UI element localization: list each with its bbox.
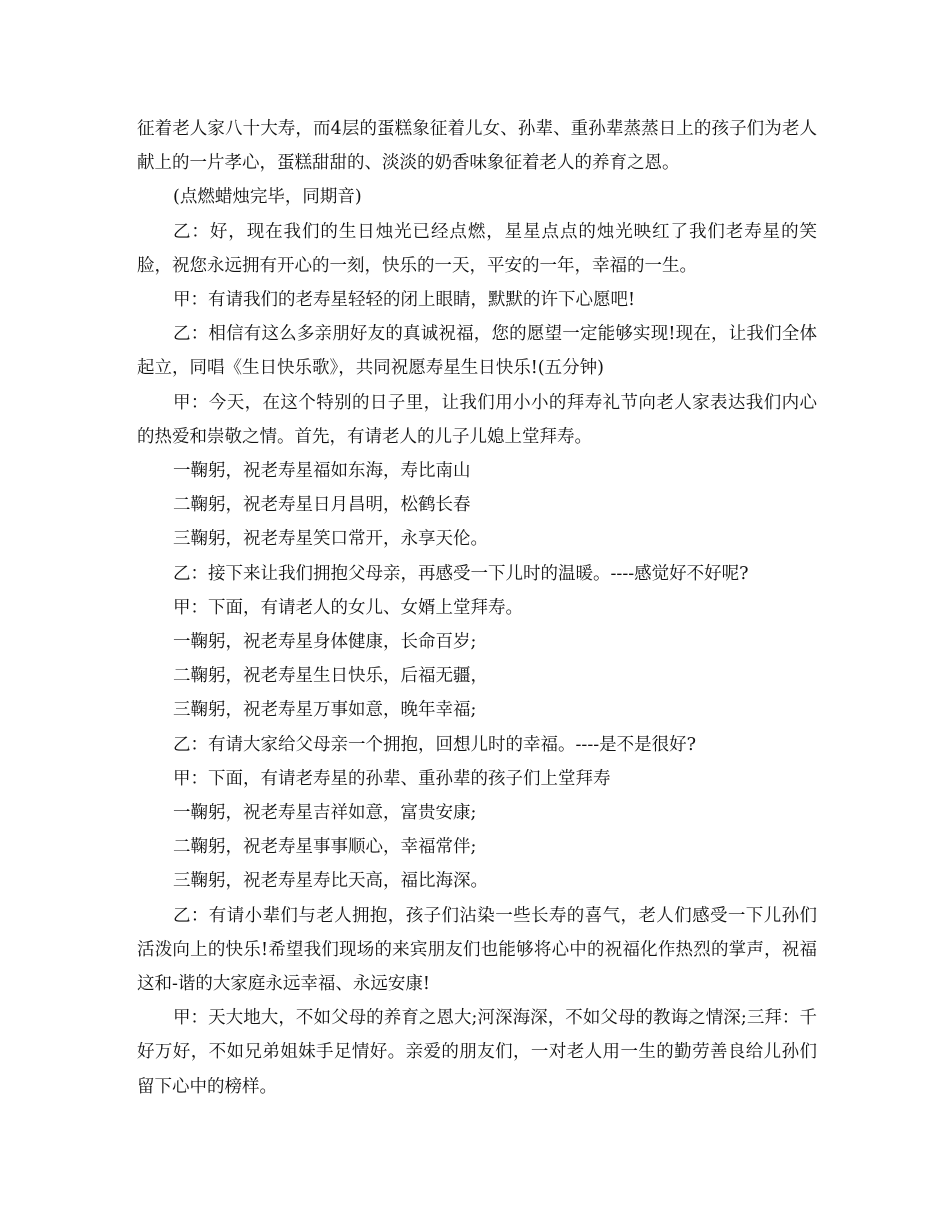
paragraph-bow-line: 二鞠躬，祝老寿星事事顺心，幸福常伴;: [173, 837, 477, 858]
paragraph-dialogue: 甲：天大地大，不如父母的养育之恩大;河深海深，不如父母的教诲之情深;三拜：千好万好，不如兄弟姐妹手足情好。亲爱的朋友们，一对老人用一生的勤劳善良给儿孙们留下心中的榜样。: [137, 1008, 817, 1097]
paragraph-stage-direction: (点燃蜡烛完毕，同期音): [173, 187, 362, 208]
paragraph-dialogue: 甲：今天，在这个特别的日子里，让我们用小小的拜寿礼节向老人家表达我们内心的热爱和崇敬之情。首先，有请老人的儿子儿媳上堂拜寿。: [137, 392, 817, 447]
paragraph-continuation: 征着老人家八十大寿，而4层的蛋糕象征着儿女、孙辈、重孙辈蒸蒸日上的孩子们为老人献上的一片孝心，蛋糕甜甜的、淡淡的奶香味象征着老人的养育之恩。: [137, 119, 817, 174]
paragraph-dialogue: 乙：相信有这么多亲朋好友的真诚祝福，您的愿望一定能够实现!现在，让我们全体起立，同唱《生日快乐歌》，共同祝愿寿星生日快乐!(五分钟): [137, 324, 817, 379]
paragraph-dialogue: 甲：下面，有请老人的女儿、女婿上堂拜寿。: [173, 597, 523, 618]
paragraph-bow-line: 一鞠躬，祝老寿星吉祥如意，富贵安康;: [173, 803, 477, 824]
paragraph-dialogue: 乙：有请小辈们与老人拥抱，孩子们沾染一些长寿的喜气，老人们感受一下儿孙们活泼向上的快乐!希望我们现场的来宾朋友们也能够将心中的祝福化作热烈的掌声，祝福这和-谐的大家庭永远幸福、永远安康!: [137, 905, 817, 995]
paragraph-dialogue: 甲：下面，有请老寿星的孙辈、重孙辈的孩子们上堂拜寿: [173, 768, 611, 789]
paragraph-bow-line: 二鞠躬，祝老寿星生日快乐，后福无疆，: [173, 666, 488, 687]
paragraph-bow-line: 三鞠躬，祝老寿星笑口常开，永享天伦。: [173, 529, 488, 550]
paragraph-dialogue: 甲：有请我们的老寿星轻轻的闭上眼睛，默默的许下心愿吧!: [173, 290, 636, 311]
paragraph-bow-line: 三鞠躬，祝老寿星万事如意，晚年幸福;: [173, 700, 477, 721]
paragraph-dialogue: 乙：好，现在我们的生日烛光已经点燃，星星点点的烛光映红了我们老寿星的笑脸，祝您永远拥有开心的一刻，快乐的一天，平安的一年，幸福的一生。: [137, 221, 817, 276]
paragraph-dialogue: 乙：有请大家给父母亲一个拥抱，回想儿时的幸福。----是不是很好?: [173, 734, 697, 755]
paragraph-bow-line: 二鞠躬，祝老寿星日月昌明，松鹤长春: [173, 495, 471, 516]
paragraph-dialogue: 乙：接下来让我们拥抱父母亲，再感受一下儿时的温暖。----感觉好不好呢?: [173, 563, 749, 584]
document-body: [137, 112, 817, 1104]
paragraph-bow-line: 三鞠躬，祝老寿星寿比天高，福比海深。: [173, 871, 488, 892]
paragraph-bow-line: 一鞠躬，祝老寿星身体健康，长命百岁;: [173, 632, 477, 653]
paragraph-bow-line: 一鞠躬，祝老寿星福如东海，寿比南山: [173, 461, 471, 482]
